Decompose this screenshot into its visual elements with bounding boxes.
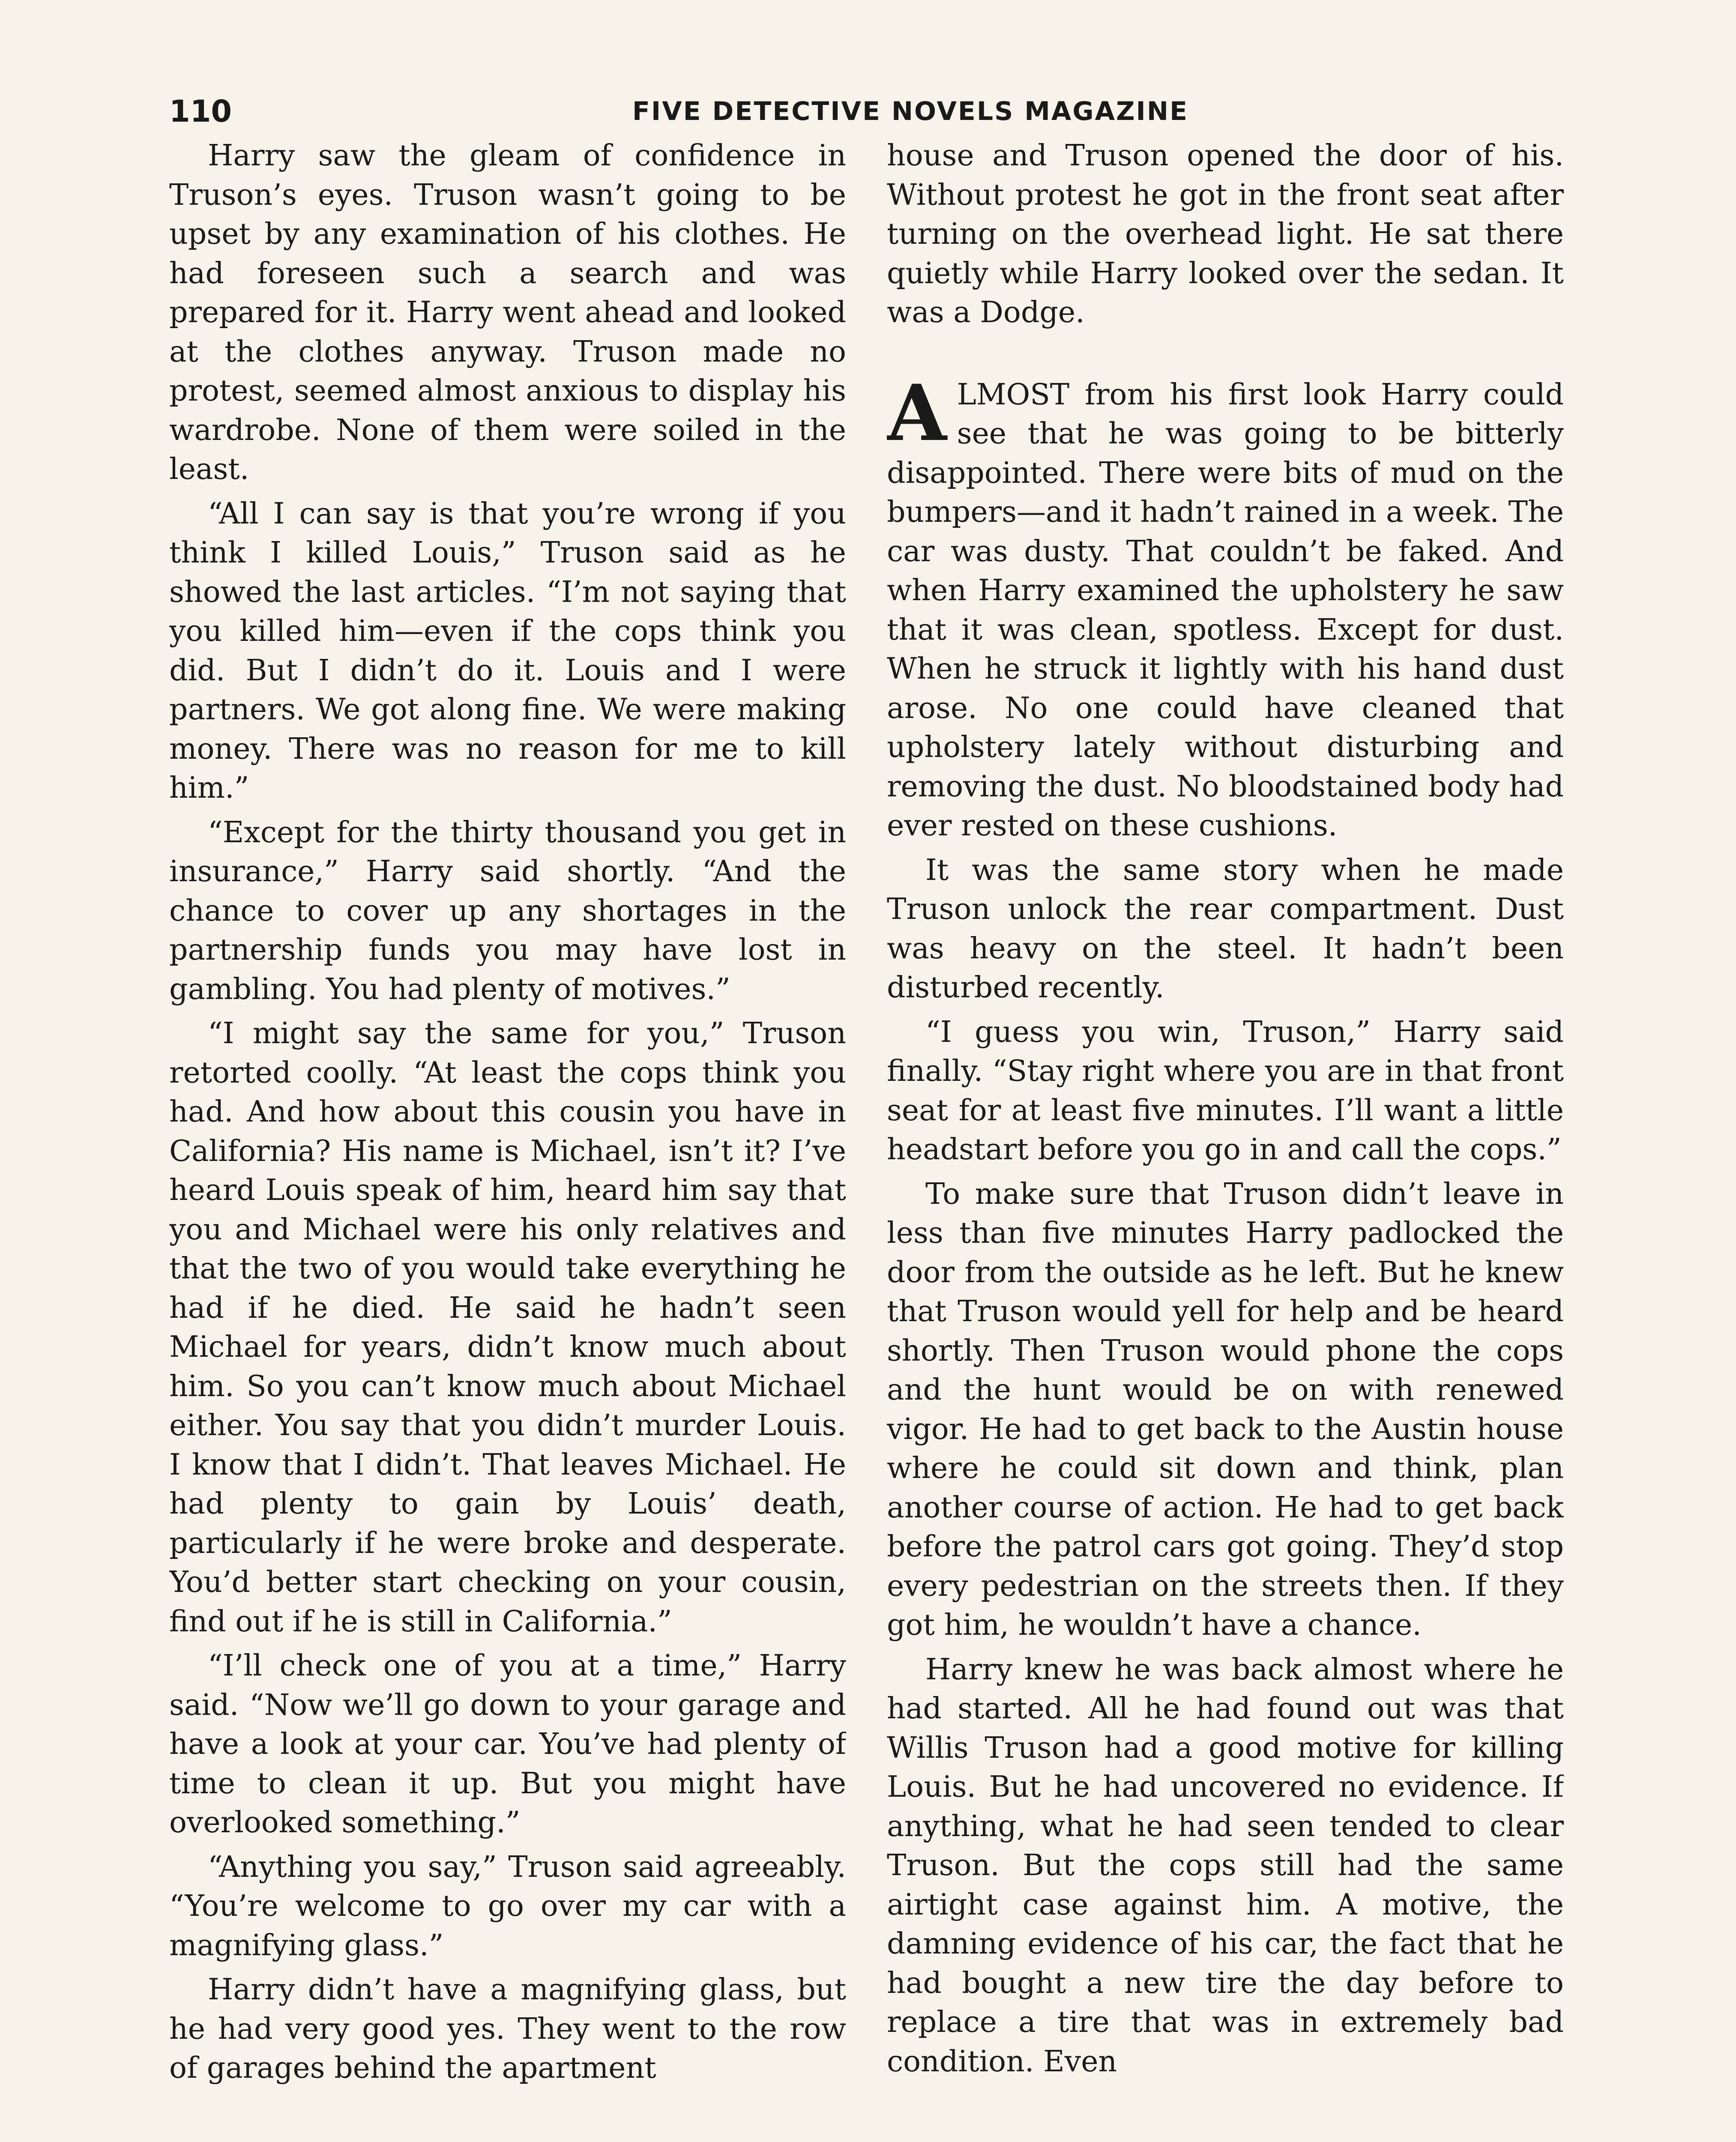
section-paragraph-text: from his first look Harry could see that he was going to be bitterly disappointed. There were bits of mud on the bumpers—and it hadn’t rained in a week. The car was dusty. That couldn’t be faked. And when Harry examined the upholstery he saw that it was clean, spotless. Except for dust. When he struck it lightly with his hand dust arose. No one could have cleaned that upholstery lately without disturbing and removing the dust. No bloodstained body had ever rested on these cushions.: [887, 377, 1564, 843]
paragraph: “I might say the same for you,” Truson retorted coolly. “At least the cops think you had. And how about this cousin you have in California? His name is Michael, isn’t it? I’ve heard Louis speak of him, heard him say that you and Michael were his only relatives and that the two of you would take everything he had if he died. He said he hadn’t seen Michael for years, didn’t know much about him. So you can’t know much about Michael either. You say that you didn’t murder Louis. I know that I didn’t. That leaves Michael. He had plenty to gain by Louis’ death, particularly if he were broke and desperate. You’d better start checking on your cousin, find out if he is still in California.”: [169, 1017, 846, 1639]
paragraph: “Anything you say,” Truson said agreeably. “You’re welcome to go over my car with a magnifying glass.”: [169, 1850, 846, 1963]
paragraph: Harry didn’t have a magnifying glass, but he had very good yes. They went to the row of garages behind the apartment: [169, 1973, 846, 2085]
left-column: [169, 136, 846, 2142]
paragraph: Harry knew he was back almost where he had started. All he had found out was that Willis Truson had a good motive for killing Louis. But he had uncovered no evidence. If anything, what he had seen tended to clear Truson. But the cops still had the same airtight case against him. A motive, the damning evidence of his car, the fact that he had bought a new tire the day before to replace a tire that was in extremely bad condition. Even: [887, 1652, 1564, 2079]
right-column: [887, 136, 1564, 2142]
page-header: [169, 90, 1506, 133]
paragraph: It was the same story when he made Truson unlock the rear compartment. Dust was heavy on the steel. It hadn’t been disturbed recently.: [887, 853, 1564, 1005]
paragraph: “I’ll check one of you at a time,” Harry said. “Now we’ll go down to your garage and have a look at your car. You’ve had plenty of time to clean it up. But you might have overlooked something.”: [169, 1649, 846, 1840]
paragraph: “Except for the thirty thousand you get in insurance,” Harry said shortly. “And the chance to cover up any shortages in the partnership funds you may have lost in gambling. You had plenty of motives.”: [169, 815, 846, 1006]
paragraph: “I guess you win, Truson,” Harry said finally. “Stay right where you are in that front seat for at least five minutes. I’ll want a little headstart before you go in and call the cops.”: [887, 1015, 1564, 1167]
page-number: 110: [169, 94, 232, 129]
section-start-paragraph: [887, 368, 1564, 846]
section-lead-caps: LMOST: [957, 377, 1070, 412]
drop-cap: A: [887, 368, 947, 458]
paragraph: “All I can say is that you’re wrong if you think I killed Louis,” Truson said as he showed the last articles. “I’m not saying that you killed him—even if the cops think you did. But I didn’t do it. Louis and I were partners. We got along fine. We were making money. There was no reason for me to kill him.”: [169, 497, 846, 805]
paragraph: To make sure that Truson didn’t leave in less than five minutes Harry padlocked the door from the outside as he left. But he knew that Truson would yell for help and be heard shortly. Then Truson would phone the cops and the hunt would be on with renewed vigor. He had to get back to the Austin house where he could sit down and think, plan another course of action. He had to get back before the patrol cars got going. They’d stop every pedestrian on the streets then. If they got him, he wouldn’t have a chance.: [887, 1177, 1564, 1642]
paragraph: Harry saw the gleam of confidence in Truson’s eyes. Truson wasn’t going to be upset by any examination of his clothes. He had foreseen such a search and was prepared for it. Harry went ahead and looked at the clothes anyway. Truson made no protest, seemed almost anxious to display his wardrobe. None of them were soiled in the least.: [169, 139, 846, 486]
continued-paragraph: house and Truson opened the door of his. Without protest he got in the front seat after turning on the overhead light. He sat there quietly while Harry looked over the sedan. It was a Dodge.: [887, 139, 1564, 329]
running-title: FIVE DETECTIVE NOVELS MAGAZINE: [632, 96, 1189, 126]
